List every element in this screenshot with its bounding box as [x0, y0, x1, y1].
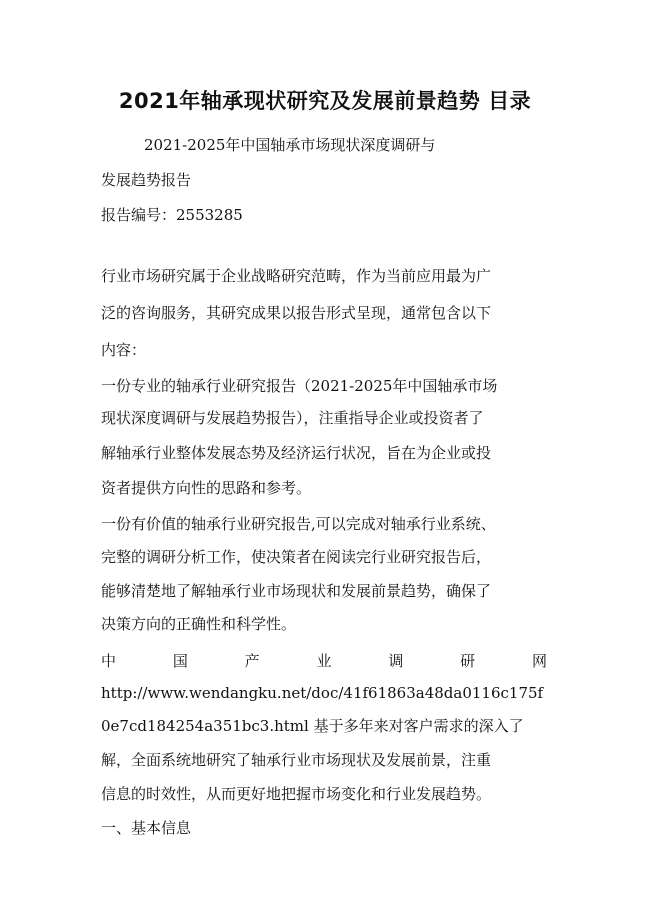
paragraph-line: 决策方向的正确性和科学性。 — [101, 615, 297, 633]
paragraph-line: 0e7cd184254a351bc3.html 基于多年来对客户需求的深入了 — [101, 717, 524, 735]
report-subtitle-line-1: 2021-2025年中国轴承市场现状深度调研与 — [144, 136, 436, 154]
site-name-char: 调 — [388, 652, 404, 670]
paragraph-line: 解轴承行业整体发展态势及经济运行状况，旨在为企业或投 — [101, 444, 492, 462]
site-name-char: 研 — [460, 652, 476, 670]
paragraph-line: 泛的咨询服务，其研究成果以报告形式呈现，通常包含以下 — [101, 304, 492, 322]
section-heading: 一、基本信息 — [101, 819, 192, 837]
paragraph-line: 资者提供方向性的思路和参考。 — [101, 479, 312, 497]
site-name-char: 国 — [172, 652, 188, 670]
report-number: 报告编号：2553285 — [101, 206, 243, 224]
paragraph-line: 完整的调研分析工作，使决策者在阅读完行业研究报告后， — [101, 548, 492, 566]
paragraph-line: 现状深度调研与发展趋势报告），注重指导企业或投资者了 — [101, 409, 484, 427]
site-name-char: 业 — [316, 652, 332, 670]
site-name-char: 产 — [244, 652, 260, 670]
paragraph-line: 能够清楚地了解轴承行业市场现状和发展前景趋势，确保了 — [101, 582, 492, 600]
document-title: 2021年轴承现状研究及发展前景趋势 目录 — [118, 89, 532, 113]
paragraph-line: 一份专业的轴承行业研究报告（2021-2025年中国轴承市场 — [101, 377, 498, 395]
url-line: http://www.wendangku.net/doc/41f61863a48da0116c175f — [101, 684, 544, 702]
paragraph-line: 解，全面系统地研究了轴承行业市场现状及发展前景，注重 — [101, 751, 492, 769]
paragraph-line: 信息的时效性，从而更好地把握市场变化和行业发展趋势。 — [101, 785, 492, 803]
site-name-char: 中 — [101, 652, 117, 670]
report-subtitle-line-2: 发展趋势报告 — [101, 171, 192, 189]
site-name — [101, 651, 547, 671]
paragraph-line: 一份有价值的轴承行业研究报告,可以完成对轴承行业系统、 — [101, 515, 496, 533]
site-name-char: 网 — [531, 652, 547, 670]
paragraph-line: 内容： — [101, 341, 147, 359]
paragraph-line: 行业市场研究属于企业战略研究范畴，作为当前应用最为广 — [101, 267, 492, 285]
